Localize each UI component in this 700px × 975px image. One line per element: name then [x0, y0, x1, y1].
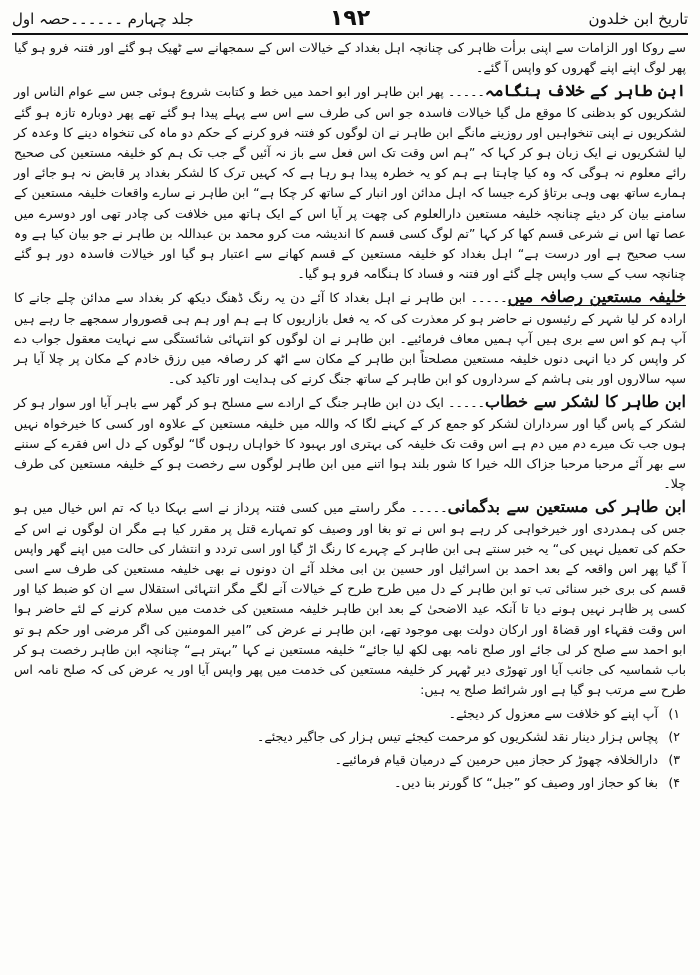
- heading-separator: ۔۔۔۔۔: [448, 395, 486, 411]
- list-text: آپ اپنے کو خلافت سے معزول کر دیجئے۔: [448, 705, 658, 721]
- list-item: [14, 750, 686, 770]
- section-heading: ابن طاہر کی مستعین سے بدگمانی: [447, 497, 686, 517]
- section-heading: ابن طاہر کے خلاف ہنگامہ: [484, 81, 686, 101]
- header-rule: [12, 33, 688, 35]
- list-item: [14, 773, 686, 793]
- list-text: پچاس ہزار دینار نقد لشکریوں کو مرحمت کیجئے تیس ہزار کی جاگیر دیجئے۔: [256, 728, 658, 744]
- intro-paragraph: سے روکا اور الزامات سے اپنی برأت ظاہر کی چنانچہ اہل بغداد کے خیالات اس کے سمجھانے سے ٹھیک ہو گئے اور فتنہ فرو ہو گیا پھر لوگ اپنے اپنے گھروں کو واپس آ گئے۔: [14, 40, 686, 76]
- section-text: ایک دن ابن طاہر جنگ کے ارادے سے مسلح ہو کر گھر سے باہر آیا اور سوار ہو کر لشکر کے پاس گیا اور سرداران لشکر کو جمع کر کے کہنے لگا کہ واللہ میں خلیفہ مستعین کے علاوہ اور کسی کا خیرخواہ نہیں ہوں جب تک میرے دم میں دم ہے اس وقت تک خلیفہ کی بہتری اور بہبود کا خواہاں رہوں گا“ لوگوں کے دل اس فقرے کے سننے سے بھر آئے مرحبا مرحبا جزاک اللہ خیرا کا شور بلند ہوا اتنے میں ابن طاہر لوگوں سے رخصت ہو کے خلیفہ مستعین کی طرف چلا۔: [14, 395, 686, 492]
- running-head: [12, 6, 688, 32]
- heading-separator: ۔۔۔۔۔: [447, 84, 485, 100]
- page-number: ۱۹۲: [329, 6, 371, 31]
- list-text: دارالخلافہ چھوڑ کر حجاز میں حرمین کے درمیان قیام فرمائیے۔: [334, 751, 658, 767]
- book-title: تاریخ ابن خلدون: [588, 10, 688, 28]
- section-rusafa: [14, 287, 686, 389]
- section-heading: خلیفہ مستعین رصافہ میں: [507, 287, 687, 307]
- list-item: [14, 727, 686, 747]
- section-text: ابن طاہر نے اہل بغداد کا آئے دن یہ رنگ ڈھنگ دیکھ کر بغداد سے مدائن چلے جانے کا ارادہ کر لیا شہر کے رئیسوں نے حاضر ہو کر معذرت کی کہ یہ فعل بازاریوں کا ہے ہم اور ہم ہی قصوروار سمجھے جا رہے ہیں آپ ہم کو اس سے بری ہیں آپ ہمیں معاف فرمائیے۔ ابن طاہر نے ان لوگوں کو انتہائی شائستگی سے نہایت معقول جواب دے کر واپس کر دیا انہی دنوں خلیفہ مستعین مصلحتاً ابن طاہر کے مکان سے اٹھ کر رصافہ میں رزق خادم کے مکان پر چلا آیا ہر سپہ سالاروں اور بنی ہاشم کے سرداروں کو ابن طاہر کے ساتھ جنگ کرنے کی ہدایت اور تاکید کی۔: [14, 290, 686, 387]
- section-hangama: [14, 81, 686, 284]
- section-text: پھر ابن طاہر اور ابو احمد میں خط و کتابت شروع ہوئی جس سے عوام الناس اور لشکریوں کو بدظنی کا موقع مل گیا خیالات فاسدہ جو اس کی طرف سے اس سے پہلے پیدا ہو گئے تھے پھر دوبارہ تازہ ہو گئے لشکریوں نے اپنی تنخواہیں اور روزینے مانگے ابن طاہر نے ان لوگوں کو فتنہ فرو کرنے کے حکم دو ماہ کی تنخواہ دینے کا وعدہ کر لیا لشکریوں نے ایک زبان ہو کر کہا کہ ”ہم اس وقت تک اس فعل سے باز نہ آئیں گے جب تک ہم کو خلیفہ مستعین کی صحیح رائے معلوم نہ ہوگی کہ وہ کیا چاہتا ہے ہم کو یہ خطرہ پیدا ہو رہا ہے کہ کہیں ترک کا لشکر بغداد پر قابض نہ ہو جائے اور ہمارے ساتھ بھی وہی برتاؤ کرے جیسا کہ اہل مدائن اور انبار کے ساتھ کر چکا ہے“ ابن طاہر نے سارے واقعات خلیفہ مستعین کے سامنے بیان کر دیئے چنانچہ خلیفہ مستعین دارالعلوم کی چھت پر آیا اس کے ایک ہاتھ میں خلافت کی چادر تھی اور دوسرے میں عصا تھا اس نے شرعی قسم کھا کر کہا ”تم لوگ کسی قسم کا اندیشہ مت کرو محمد بن عبداللہ بن طاہر نے جو بیان کیا ہے وہ سب صحیح ہے اور درست ہے“ اہل بغداد کو خلیفہ مستعین کے قسم کھانے سے اعتبار ہو گیا اور خیالات فاسدہ دور ہو گئے چنانچہ سب کے سب واپس چلے گئے اور فتنہ و فساد کا ہنگامہ فرو ہو گیا۔: [14, 84, 686, 282]
- list-number: ۳): [668, 751, 680, 767]
- list-item: [14, 704, 686, 724]
- volume-label: جلد چہارم ۔۔۔۔۔۔حصہ اول: [12, 10, 194, 28]
- peace-conditions-list: [14, 704, 686, 794]
- list-number: ۲): [668, 728, 680, 744]
- list-text: بغا کو حجاز اور وصیف کو ”جبل“ کا گورنر بنا دیں۔: [394, 775, 658, 791]
- section-badgumani: [14, 497, 686, 700]
- heading-separator: ۔۔۔۔۔: [410, 500, 448, 516]
- page-body: [14, 38, 686, 796]
- heading-separator: ۔۔۔۔۔: [470, 290, 508, 306]
- section-khitab: [14, 392, 686, 494]
- section-heading: ابن طاہر کا لشکر سے خطاب: [485, 392, 686, 412]
- list-number: ۱): [668, 705, 680, 721]
- section-text: مگر راستے میں کسی فتنہ پرداز نے اسے بہکا دیا کہ تم اس خیال میں ہو جس کی ہمدردی اور خیرخواہی کر رہے ہو اس نے تو بغا اور وصیف کو تمہارے قتل پر مقرر کیا ہے مگر ان لوگوں نے اس کے حکم کی تعمیل نہیں کی“ یہ خبر سنتے ہی ابن طاہر کے چہرے کا رنگ اڑ گیا اور اسی تردد و انتشار کی حالت میں اپنے گھر واپس آ گیا پھر اس واقعہ کے بعد احمد بن اسرائیل اور حسین بن ابی مخلد آئے ان دونوں نے بھی خلیفہ مستعین کی طرف سے اسی قسم کی بری خبر سنائی تب تو ابن طاہر کے دل میں طرح طرح کے خیالات آنے لگے مگر انتہائی استقلال سے ان کو ضبط کیا اور کسی پر ظاہر نہیں ہونے دیا تا آنکہ عید الاضحیٰ کے بعد ابن طاہر خلیفہ مستعین کی خدمت میں سلام کرنے کے لئے حاضر ہوا اس وقت فقہاء اور قضاۃ اور ارکان دولت بھی موجود تھے، ابن طاہر نے عرض کی ”امیر المومنین کی اگر مرضی اور حکم ہو تو ابو احمد سے صلح کر لی جائے اور صلح نامہ بھی لکھ لیا جائے“ خلیفہ مستعین نے کہا ”بہتر ہے“ چنانچہ ابن طاہر رخصت ہو کر باب شماسیہ کی جانب آیا اور تھوڑی دیر ٹھہر کر خلیفہ مستعین کی خدمت میں پھر واپس آیا اور یہ عرض کی کہ صلح نامہ اس طرح سے مرتب ہو گیا ہے اور شرائط صلح یہ ہیں:: [14, 500, 686, 698]
- list-number: ۴): [668, 775, 680, 791]
